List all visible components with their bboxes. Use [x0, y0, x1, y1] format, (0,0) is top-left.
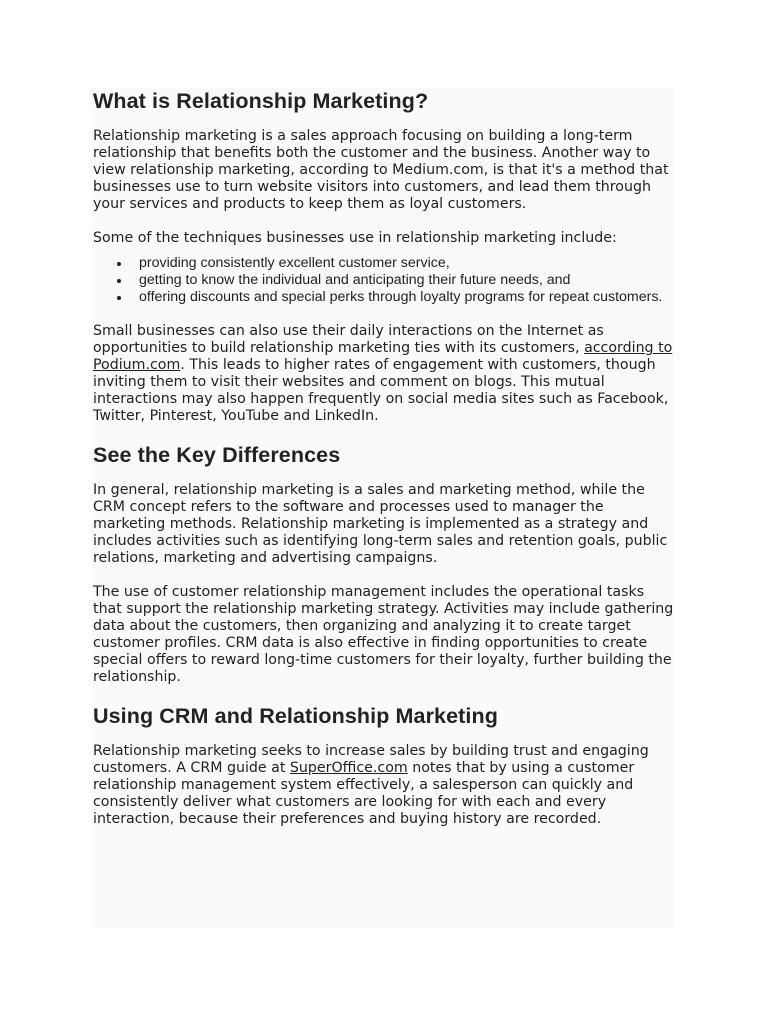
paragraph-techniques: Some of the techniques businesses use in relationship marketing include:	[93, 230, 617, 246]
heading-key-differences: See the Key Differences	[93, 443, 341, 467]
superoffice-link[interactable]: SuperOffice.com	[289, 760, 408, 776]
paragraph-text: Small businesses can also use their daily interactions on the Internet as opportunities to build relationship marketing ties with its customers,	[93, 323, 604, 356]
heading-using-crm: Using CRM and Relationship Marketing	[93, 704, 498, 728]
spacer	[93, 425, 674, 442]
paragraph-crm-use: The use of customer relationship management includes the operational tasks that support the relationship marketing strategy. Activities may include gathering data about the customers, then organizing and analyzing it to create target customer profiles. CRM data is also effective in finding opportunities to create special offers to reward long-time customers for their loyalty, further building the relationship.	[93, 584, 674, 685]
spacer	[93, 213, 674, 230]
techniques-list	[93, 255, 674, 306]
spacer	[93, 468, 674, 482]
paragraph-text: notes that by using a customer relationship management system effectively, a salesperson can quickly and consistently deliver what customers are looking for with each and every interaction, because their preferences and buying history are recorded.	[93, 760, 635, 827]
spacer	[93, 114, 674, 128]
spacer	[93, 567, 674, 584]
podium-link[interactable]: according to Podium.com	[93, 340, 673, 373]
spacer	[93, 729, 674, 743]
heading-relationship-marketing: What is Relationship Marketing?	[93, 89, 429, 113]
paragraph-small-businesses	[93, 323, 674, 425]
paragraph-text: . This leads to higher rates of engagement with customers, though inviting them to visit their websites and comment on blogs. This mutual interactions may also happen frequently on social media sites such as Facebook, Twitter, Pinterest, YouTube and LinkedIn.	[93, 357, 669, 424]
paragraph-text: Relationship marketing seeks to increase sales by building trust and engaging customers. A CRM guide at	[93, 743, 649, 776]
paragraph-general: In general, relationship marketing is a sales and marketing method, while the CRM concept refers to the software and processes used to manager the marketing methods. Relationship marketing is implemented as a strategy and includes activities such as identifying long-term sales and retention goals, public relations, marketing and advertising campaigns.	[93, 482, 668, 566]
spacer	[93, 306, 674, 323]
article-body	[92, 88, 674, 928]
paragraph-intro: Relationship marketing is a sales approach focusing on building a long-term relationship that benefits both the customer and the business. Another way to view relationship marketing, according to Medium.com, is that it's a method that businesses use to turn website visitors into customers, and lead them through your services and products to keep them as loyal customers.	[93, 128, 669, 212]
paragraph-trust	[93, 743, 674, 828]
list-item: providing consistently excellent customer service,	[139, 255, 674, 272]
list-item: offering discounts and special perks through loyalty programs for repeat customers.	[139, 289, 674, 306]
list-item: getting to know the individual and anticipating their future needs, and	[139, 272, 674, 289]
spacer	[93, 247, 674, 255]
spacer	[93, 686, 674, 703]
